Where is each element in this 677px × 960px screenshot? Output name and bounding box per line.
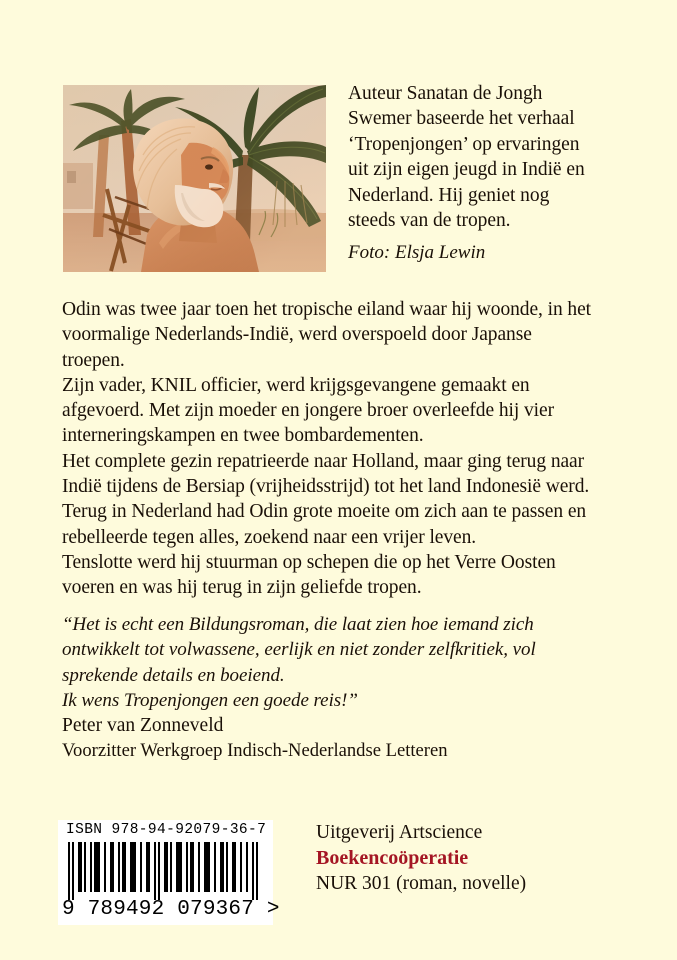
- synopsis-paragraph: Het complete gezin repatrieerde naar Holland, maar ging terug naar Indië tijdens de Bersiap (vrijheidsstrijd) tot het land Indonesië werd.: [62, 450, 590, 498]
- quote-text: Ik wens Tropenjongen een goede reis!”: [62, 689, 358, 711]
- barcode-bars-image: [68, 842, 264, 900]
- author-description-text: Auteur Sanatan de Jongh Swemer baseerde het verhaal ‘Tropenjongen’ op ervaringen uit zijn eigen jeugd in Indië en Nederland. Hij geniet nog steeds van de tropen.: [348, 83, 585, 232]
- synopsis-paragraph: Terug in Nederland had Odin grote moeite om zich aan te passen en rebelleerde tegen alles, zoekend naar een vrijer leven.: [62, 501, 587, 548]
- publisher-cooperative: Boekencoöperatie: [316, 846, 469, 869]
- publisher-info: [316, 820, 616, 897]
- synopsis-paragraph: Tenslotte werd hij stuurman op schepen die op het Verre Oosten voeren en was hij terug in zijn geliefde tropen.: [62, 551, 556, 599]
- synopsis: [62, 297, 596, 601]
- quote-text: “Het is echt een Bildungsroman, die laat zien hoe iemand zich ontwikkelt tot volwassene, eerlijk en niet zonder zelfkritiek, vol sprekende details en boeiend.: [62, 614, 536, 686]
- nur-code: NUR 301 (roman, novelle): [316, 873, 527, 895]
- isbn-label: ISBN 978-94-92079-36-7: [66, 822, 267, 838]
- photo-credit: Foto: Elsja Lewin: [348, 242, 486, 263]
- publisher-name: Uitgeverij Artscience: [316, 822, 483, 843]
- author-portrait-image: [63, 85, 326, 272]
- barcode-digits: 9 789492 079367 >: [62, 898, 280, 921]
- review-quote: [62, 612, 596, 764]
- synopsis-paragraph: Odin was twee jaar toen het tropische eiland waar hij woonde, in het voormalige Nederlands-Indië, werd overspoeld door Japanse troepen.: [62, 299, 592, 371]
- isbn-barcode: [58, 820, 280, 925]
- synopsis-paragraph: Zijn vader, KNIL officier, werd krijgsgevangene gemaakt en afgevoerd. Met zijn moeder en jongere broer overleefde hij vier interneringskampen en twee bombardementen.: [62, 374, 554, 447]
- quote-attribution-role: Voorzitter Werkgroep Indisch-Nederlandse Letteren: [62, 740, 448, 762]
- author-description: [348, 81, 598, 233]
- author-section: [63, 85, 593, 275]
- author-photo: [63, 85, 326, 272]
- barcode-bars: [68, 842, 264, 900]
- quote-attribution: Peter van Zonneveld: [62, 715, 224, 737]
